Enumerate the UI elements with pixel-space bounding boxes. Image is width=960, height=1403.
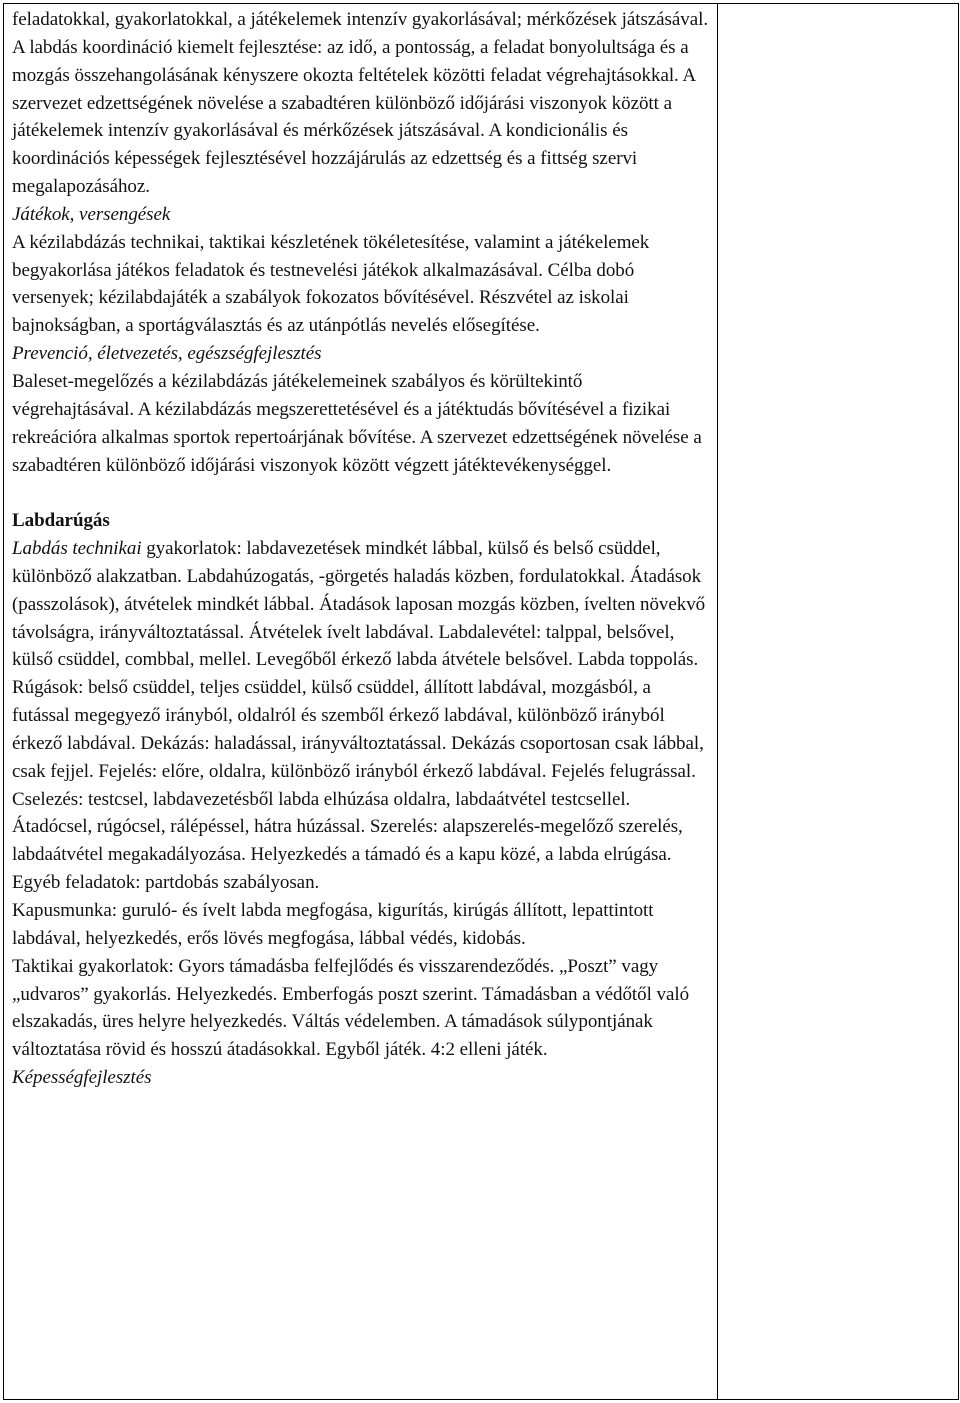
paragraph-ball-technique — [12, 535, 709, 897]
paragraph-goalkeeper: Kapusmunka: guruló- és ívelt labda megfogása, kigurítás, kirúgás állított, lepattintott labdával, helyezkedés, erős lövés megfogása, lábbal védés, kidobás. — [12, 900, 654, 949]
paragraph-intro: feladatokkal, gyakorlatokkal, a játékelemek intenzív gyakorlásával; mérkőzések játszásával. A labdás koordináció kiemelt fejlesztése: az idő, a pontosság, a feladat bonyolultsága és a mozgás összehangolásának kényszere okozta feltételek közötti feladat végrehajtásokkal. A szervezet edzettségének növelése a szabadtéren különböző időjárási viszonyok között a játékelemek intenzív gyakorlásával és mérkőzések játszásával. A kondicionális és koordinációs képességek fejlesztésével hozzájárulás az edzettség és a fittség szervi megalapozásához. — [12, 9, 709, 198]
heading-prevention: Prevenció, életvezetés, egészségfejlesztés — [12, 343, 322, 365]
content-text — [4, 4, 717, 1092]
paragraph-prevention: Baleset-megelőzés a kézilabdázás játékelemeinek szabályos és körültekintő végrehajtásával. A kézilabdázás megszerettetésével és a játéktudás bővítésével a fizikai rekreációra alkalmas sportok repertoárjának bővítése. A szervezet edzettségének növelése a szabadtéren különböző időjárási viszonyok között végzett játéktevékenységgel. — [12, 370, 702, 476]
heading-games: Játékok, versengések — [12, 203, 171, 225]
ball-technique-label: Labdás technikai — [12, 538, 142, 560]
heading-skills: Képességfejlesztés — [12, 1067, 152, 1089]
content-cell — [4, 4, 718, 1400]
ball-technique-text: gyakorlatok: labdavezetések mindkét lábbal, külső és belső csüddel, különböző alakzatban. Labdahúzogatás, -görgetés haladás közben, fordulatokkal. Átadások (passzolások), átvételek mindkét lábbal. Átadások laposan mozgás közben, ívelten növekvő távolságra, irányváltoztatással. Átvételek ívelt labdával. Labdalevétel: talppal, belsővel, külső csüddel, combbal, mellel. Levegőből érkező labda átvétele belsővel. Labda toppolás. Rúgások: belső csüddel, teljes csüddel, külső csüddel, állított labdával, mozgásból, a futással megegyező irányból, oldalról és szemből érkező labdával, különböző irányból érkező labdával. Dekázás: haladással, irányváltoztatással. Dekázás csoportosan csak lábbal, csak fejjel. Fejelés: előre, oldalra, különböző irányból érkező labdával. Fejelés felugrással. Cselezés: testcsel, labdavezetésből labda elhúzása oldalra, labdaátvétel testcsellel. Átadócsel, rúgócsel, rálépéssel, hátra húzással. Szerelés: alapszerelés-megelőző szerelés, labdaátvétel megakadályozása. Helyezkedés a támadó és a kapu közé, a labda elrúgása. Egyéb feladatok: partdobás szabályosan. — [12, 538, 706, 894]
paragraph-tactical: Taktikai gyakorlatok: Gyors támadásba felfejlődés és visszarendeződés. „Poszt” vagy „udvaros” gyakorlás. Helyezkedés. Emberfogás poszt szerint. Támadásban a védőtől való elszakadás, üres helyre helyezkedés. Váltás védelemben. A támadások súlypontjának változtatása rövid és hosszú átadásokkal. Egyből játék. 4:2 elleni játék. — [12, 955, 690, 1061]
side-cell — [718, 4, 959, 1400]
blank-line — [12, 479, 709, 507]
document-table — [3, 3, 959, 1400]
paragraph-games: A kézilabdázás technikai, taktikai készletének tökéletesítése, valamint a játékelemek begyakorlása játékos feladatok és testnevelési játékok alkalmazásával. Célba dobó versenyek; kézilabdajáték a szabályok fokozatos bővítésével. Részvétel az iskolai bajnokságban, a sportágválasztás és az utánpótlás nevelés elősegítése. — [12, 231, 650, 337]
table-row — [4, 4, 959, 1400]
heading-football: Labdarúgás — [12, 510, 110, 532]
